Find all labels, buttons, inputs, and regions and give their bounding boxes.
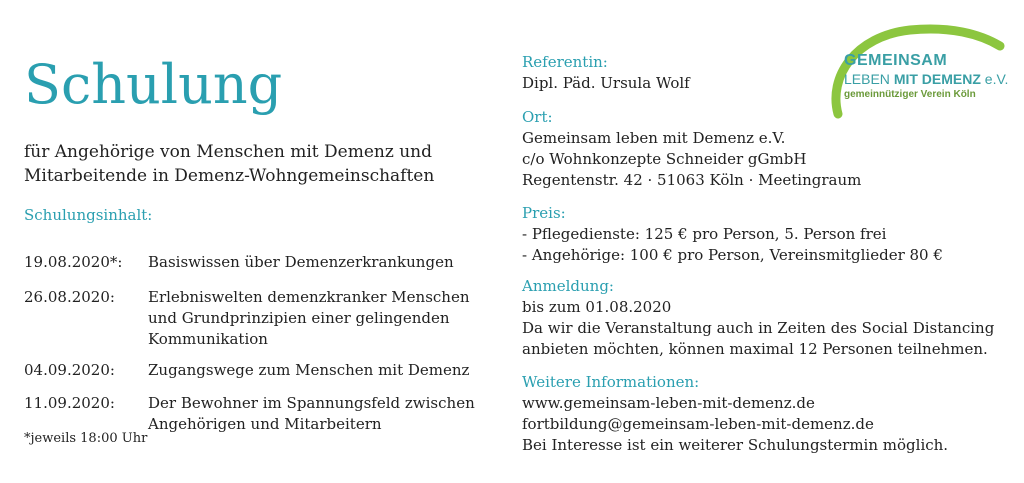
logo-text: LEBEN MIT DEMENZ e.V.: [844, 71, 1009, 87]
website-link[interactable]: www.gemeinsam-leben-mit-demenz.de: [522, 394, 815, 412]
registration-line: bis zum 01.08.2020: [522, 298, 672, 316]
section-heading: Referentin:: [522, 53, 608, 71]
subtitle: [24, 140, 484, 188]
info-line: Bei Interesse ist ein weiterer Schulungstermin möglich.: [522, 436, 949, 454]
schedule-date: 04.09.2020:: [24, 361, 115, 379]
subtitle-line: Mitarbeitende in Demenz-Wohngemeinschaften: [24, 166, 435, 186]
preis-section: [522, 203, 1002, 266]
email-link[interactable]: fortbildung@gemeinsam-leben-mit-demenz.de: [522, 415, 874, 433]
section-heading: Anmeldung:: [522, 277, 614, 295]
schedule-row: [24, 393, 494, 435]
page-title: Schulung: [24, 53, 283, 116]
schedule-topic: Der Bewohner im Spannungsfeld zwischen Angehörigen und Mitarbeitern: [148, 394, 475, 433]
section-heading: Ort:: [522, 108, 553, 126]
time-note: *jeweils 18:00 Uhr: [24, 431, 148, 446]
address-line: c/o Wohnkonzepte Schneider gGmbH: [522, 150, 807, 168]
address-line: Gemeinsam leben mit Demenz e.V.: [522, 129, 786, 147]
logo: [810, 22, 1020, 122]
price-line: - Angehörige: 100 € pro Person, Vereinsmitglieder 80 €: [522, 246, 943, 264]
schedule-row: [24, 360, 494, 382]
logo-text: GEMEINSAM: [844, 52, 948, 69]
anmeldung-section: [522, 276, 1002, 360]
schedule-date: 11.09.2020:: [24, 394, 115, 412]
registration-line: anbieten möchten, können maximal 12 Personen teilnehmen.: [522, 340, 988, 358]
subtitle-line: für Angehörige von Menschen mit Demenz und: [24, 142, 432, 162]
schedule-heading: Schulungsinhalt:: [24, 206, 153, 224]
schedule-row: [24, 287, 494, 351]
schedule-date: 26.08.2020:: [24, 288, 115, 306]
info-section: [522, 372, 1002, 456]
logo-subtitle: gemeinnütziger Verein Köln: [844, 89, 976, 100]
price-line: - Pflegedienste: 125 € pro Person, 5. Person frei: [522, 225, 887, 243]
schedule-date: 19.08.2020*:: [24, 253, 123, 271]
registration-line: Da wir die Veranstaltung auch in Zeiten des Social Distancing: [522, 319, 995, 337]
schedule-topic: Erlebniswelten demenzkranker Menschen und Grundprinzipien einer gelingenden Kommunikation: [148, 288, 470, 348]
referentin-name: Dipl. Päd. Ursula Wolf: [522, 74, 690, 92]
address-line: Regentenstr. 42 · 51063 Köln · Meetingraum: [522, 171, 862, 189]
schedule-row: [24, 252, 494, 274]
section-heading: Preis:: [522, 204, 566, 222]
section-heading: Weitere Informationen:: [522, 373, 700, 391]
schedule-topic: Zugangswege zum Menschen mit Demenz: [148, 361, 470, 379]
schedule-topic: Basiswissen über Demenzerkrankungen: [148, 253, 454, 271]
